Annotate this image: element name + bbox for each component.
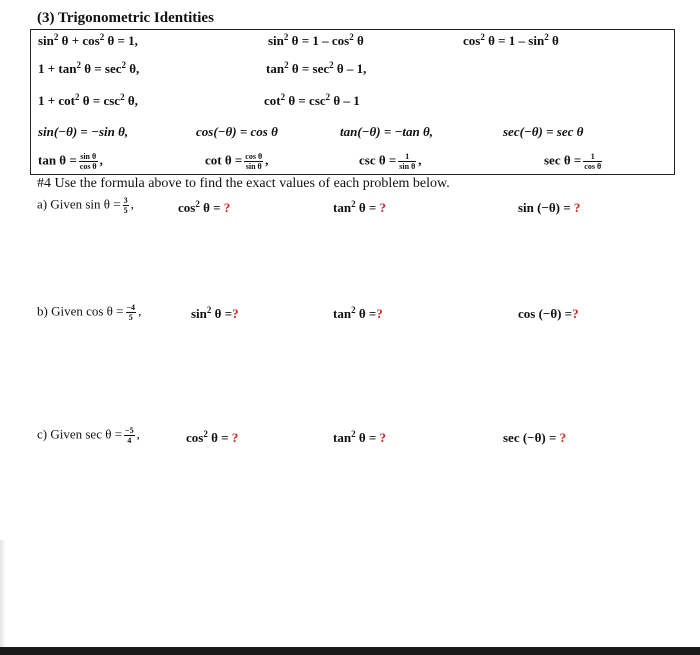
identity-pythagorean-2: $1 + \tan^2 \theta = \sec^2 \theta$,	[38, 60, 140, 76]
bottom-border	[0, 647, 700, 655]
identity-sin-squared: $\sin^2 \theta = 1 - \cos^2 \theta$	[268, 32, 364, 48]
instructions: #4 Use the formula above to find the exact values of each problem below.	[37, 176, 450, 191]
answer-placeholder: ?	[572, 306, 579, 321]
problem-b-cos-negative: cos (−θ) =?	[518, 306, 579, 321]
problem-c-sec-negative: sec (−θ) = ?	[503, 430, 567, 445]
identity-tan-negative: tan(−θ) = −tan θ,	[340, 124, 433, 139]
problem-b-sin-squared: $\sin^2 \theta$ =?	[191, 305, 239, 321]
identity-sec-negative: sec(−θ) = sec θ	[503, 124, 584, 139]
identity-cot-squared: $\cot^2 \theta = \csc^2 \theta - 1$	[264, 92, 360, 108]
problem-a-given: a) Given sin θ = $\frac{3}{5}$ ,	[37, 196, 134, 215]
identity-tan-squared: $\tan^2 \theta = \sec^2 \theta - 1$,	[266, 60, 367, 76]
answer-placeholder: ?	[232, 306, 239, 321]
answer-placeholder: ?	[231, 430, 239, 445]
problem-a-tan-squared: $\tan^2 \theta$ = ?	[333, 199, 387, 215]
answer-placeholder: ?	[379, 200, 387, 215]
identity-cot-quotient: cot θ = $\frac{\text{cos θ}}{\text{sin θ}}$ ,	[205, 152, 269, 171]
answer-placeholder: ?	[559, 430, 567, 445]
problem-c-given: c) Given sec θ = $\frac{-5}{4}$ ,	[37, 426, 140, 445]
answer-placeholder: ?	[379, 430, 387, 445]
identity-sec-reciprocal: sec θ = $\frac{1}{\text{cos θ}}$	[544, 152, 602, 171]
page-edge-shadow	[0, 540, 6, 647]
answer-placeholder: ?	[223, 200, 231, 215]
problem-c-cos-squared: $\cos^2 \theta$ = ?	[186, 429, 239, 445]
identity-sin-negative: sin(−θ) = −sin θ,	[38, 124, 129, 139]
problem-c-tan-squared: $\tan^2 \theta$ = ?	[333, 429, 387, 445]
identity-cos-negative: cos(−θ) = cos θ	[196, 124, 278, 139]
identity-pythagorean-1: $\sin^2 \theta + \cos^2 \theta = 1$,	[38, 32, 138, 48]
identity-pythagorean-3: $1 + \cot^2 \theta = \csc^2 \theta$,	[38, 92, 138, 108]
problem-a-sin-negative: sin (−θ) = ?	[518, 200, 581, 215]
identity-tan-quotient: tan θ = $\frac{\text{sin θ}}{\text{cos θ}}$ ,	[38, 152, 103, 171]
problem-a-cos-squared: $\cos^2 \theta$ = ?	[178, 199, 231, 215]
problem-b-tan-squared: $\tan^2 \theta$ =?	[333, 305, 383, 321]
identity-cos-squared: $\cos^2 \theta = 1 - \sin^2 \theta$	[463, 32, 559, 48]
answer-placeholder: ?	[376, 306, 383, 321]
identity-csc-reciprocal: csc θ = $\frac{1}{\text{sin θ}}$ ,	[359, 152, 422, 171]
section-heading: (3) Trigonometric Identities	[37, 10, 214, 26]
problem-b-given: b) Given cos θ = $\frac{-4}{5}$ ,	[37, 303, 142, 322]
answer-placeholder: ?	[573, 200, 581, 215]
